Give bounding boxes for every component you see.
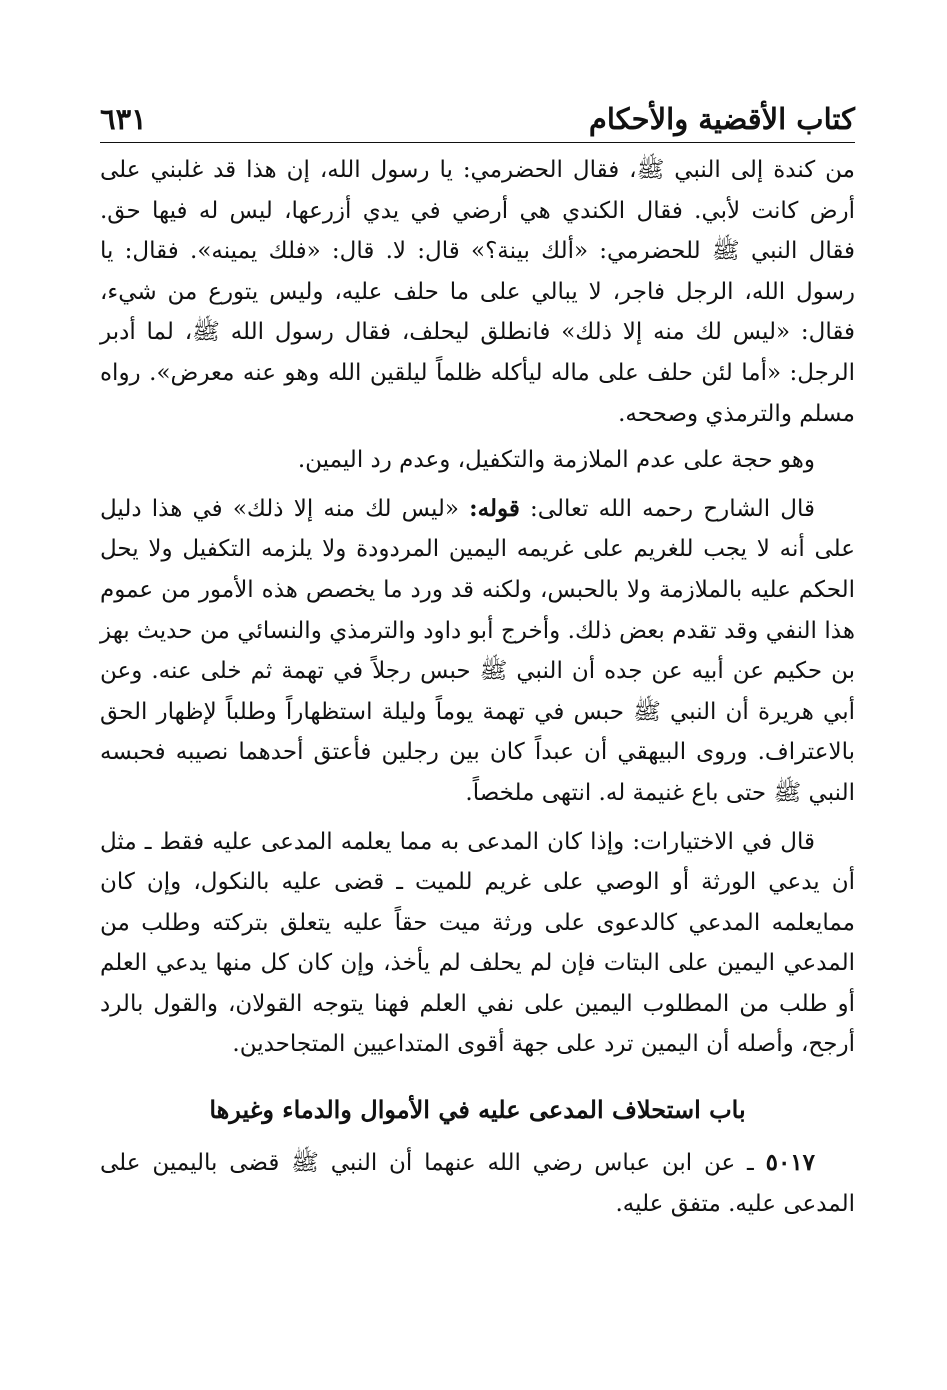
page-number: ٦٣١ — [100, 102, 147, 136]
commentary-text: في هذا دليل على أنه لا يجب للغريم على غريمه اليمين المردودة ولا يلزمه التكفيل ولا يحل الحكم عليه بالملازمة ولا بالحبس، ولكنه قد ورد ما يخصص هذه الأمور من عموم هذا النفي وقد تقدم بعض ذلك. وأخرج أبو داود والترمذي والنسائي من حديث بهز بن حكيم عن أبيه عن جده أن النبي ﷺ حبس رجلاً في تهمة ثم خلى عنه. وعن أبي هريرة أن النبي ﷺ حبس في تهمة يوماً وليلة استظهاراً وطلباً لإظهار الحق بالاعتراف. وروى البيهقي أن عبداً كان بين رجلين فأعتق أحدهما نصيبه فحبسه النبي ﷺ حتى باع غنيمة له. انتهى ملخصاً. — [100, 495, 855, 806]
hadith-number: ٥٠١٧ — [765, 1149, 816, 1177]
section-heading: باب استحلاف المدعى عليه في الأموال والدماء وغيرها — [209, 1095, 746, 1125]
page-body — [100, 150, 855, 1224]
commentary-intro: قال الشارح رحمه الله تعالى: — [530, 495, 815, 522]
ikhtiyarat-paragraph: قال في الاختيارات: وإذا كان المدعى به مما يعلمه المدعى عليه فقط ـ مثل أن يدعي الورثة أو الوصي على غريم للميت ـ قضى عليه بالنكول، وإن كان ممايعلمه المدعي كالدعوى على ورثة ميت حقاً عليه يتعلق بتركته وطلب من المدعي اليمين على البتات فإن لم يحلف لم يأخذ، وإن كان كل منها يدعي العلم أو طلب من المطلوب اليمين على نفي العلم فهنا يتوجه القولان، والقول بالرد أرجح، وأصله أن اليمين ترد على جهة أقوى المتداعيين المتجاحدين. — [100, 828, 855, 1058]
hadith-continuation-paragraph: من كندة إلى النبي ﷺ، فقال الحضرمي: يا رسول الله، إن هذا قد غلبني على أرض كانت لأبي. فقال الكندي هي أرضي في يدي أزرعها، ليس له فيها حق. فقال النبي ﷺ للحضرمي: «ألك بينة؟» قال: لا. قال: «فلك يمينه». فقال: يا رسول الله، الرجل فاجر، لا يبالي على ما حلف عليه، وليس يتورع من شيء، فقال: «ليس لك منه إلا ذلك» فانطلق ليحلف، فقال رسول الله ﷺ، لما أدبر الرجل: «أما لئن حلف على ماله ليأكله ظلماً ليلقين الله وهو عنه معرض». رواه مسلم والترمذي وصححه. — [100, 157, 855, 427]
hadith-paragraph — [100, 1143, 855, 1224]
author-note-paragraph: وهو حجة على عدم الملازمة والتكفيل، وعدم رد اليمين. — [297, 447, 815, 474]
commentary-paragraph — [100, 489, 855, 814]
page-header — [100, 84, 855, 143]
commentary-lemma-quote: «ليس لك منه إلا ذلك» — [232, 495, 460, 522]
commentary-lemma-label: قوله: — [469, 494, 520, 522]
running-title: كتاب الأقضية والأحكام — [588, 102, 855, 136]
hadith-text: ـ عن ابن عباس رضي الله عنهما أن النبي ﷺ قضى باليمين على المدعى عليه. متفق عليه. — [100, 1150, 855, 1217]
